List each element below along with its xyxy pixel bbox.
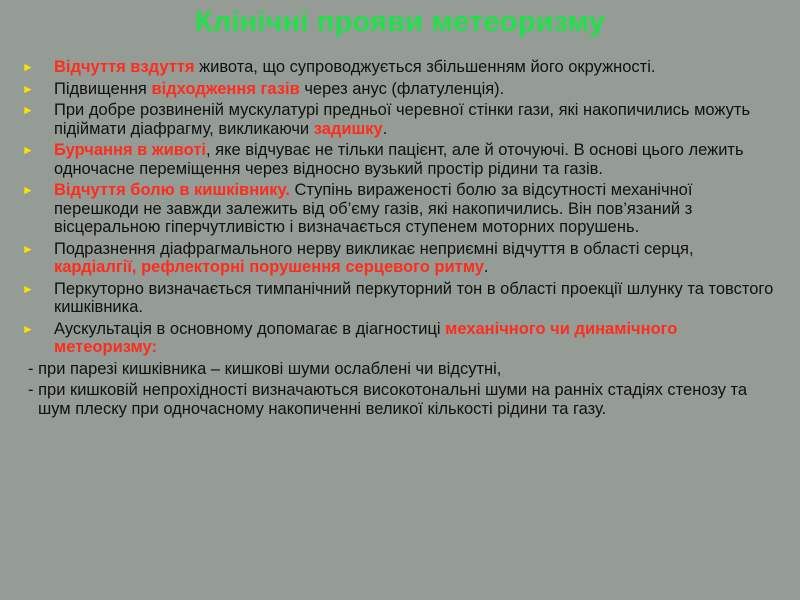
slide-title: Клінічні прояви метеоризму bbox=[194, 6, 606, 38]
highlighted-term: задишку bbox=[313, 119, 383, 138]
dash-text: - при парезі кишківника – кишкові шуми ослаблені чи відсутні, bbox=[28, 359, 502, 378]
bullet-item bbox=[18, 141, 778, 178]
bullet-arrow-icon: ► bbox=[22, 321, 34, 336]
bullet-text bbox=[54, 240, 778, 277]
bullet-item bbox=[18, 240, 778, 277]
bullet-arrow-icon: ► bbox=[22, 241, 34, 256]
bullet-text bbox=[54, 80, 778, 99]
highlighted-term: Відчуття вздуття bbox=[54, 58, 195, 76]
dash-item bbox=[18, 360, 778, 379]
bullet-item bbox=[18, 101, 778, 138]
highlighted-term: відходження газів bbox=[151, 79, 300, 98]
bullet-item bbox=[18, 320, 778, 357]
highlighted-term: кардіалгії, рефлекторні порушення серцевого ритму bbox=[54, 258, 484, 276]
text-segment: Аускультація в основному допомагає в діагностиці bbox=[54, 319, 446, 338]
dash-text: - при кишковій непрохідності визначаються високотональні шуми на ранніх стадіях стенозу та шум плеску при одночасному накопиченні великої кількості рідини та газу. bbox=[28, 381, 748, 418]
bullet-text bbox=[54, 181, 778, 237]
dash-item bbox=[18, 381, 778, 418]
text-segment: живота, що супроводжується збільшенням його окружності. bbox=[194, 58, 656, 76]
text-segment: Перкуторно визначається тимпанічний перкуторний тон в області проекції шлунку та товстого кишківника. bbox=[54, 279, 774, 316]
bullet-item bbox=[18, 80, 778, 99]
bullet-text bbox=[54, 58, 778, 77]
bullet-arrow-icon: ► bbox=[22, 60, 34, 74]
text-segment: . bbox=[382, 119, 388, 138]
text-segment: При добре розвиненій мускулатурі предньої черевної стінки гази, які накопичились можуть підіймати діафрагму, викликаючи bbox=[54, 101, 751, 138]
bullet-item bbox=[18, 181, 778, 237]
bullet-text bbox=[54, 141, 778, 178]
bullet-item bbox=[18, 280, 778, 317]
highlighted-term: Відчуття болю в кишківнику. bbox=[54, 181, 290, 199]
bullet-arrow-icon: ► bbox=[22, 81, 34, 96]
bullet-arrow-icon: ► bbox=[22, 183, 34, 197]
bullet-text bbox=[54, 280, 778, 317]
highlighted-term: механічного чи динамічного метеоризму: bbox=[54, 319, 678, 356]
bullet-arrow-icon: ► bbox=[22, 281, 34, 296]
bullet-item bbox=[18, 58, 778, 77]
bullet-text bbox=[54, 320, 778, 357]
text-segment: . bbox=[483, 258, 489, 276]
highlighted-term: Бурчання в животі bbox=[54, 141, 206, 159]
text-segment: через анус (флатуленція). bbox=[299, 79, 505, 98]
bullet-list bbox=[18, 58, 778, 421]
bullet-arrow-icon: ► bbox=[22, 103, 34, 117]
text-segment: , яке відчуває не тільки пацієнт, але й оточуючі. В основі цього лежить одночасне переміщення через відносно вузький простір рідини та газів. bbox=[54, 141, 744, 178]
bullet-arrow-icon: ► bbox=[22, 143, 34, 157]
text-segment: Ступінь вираженості болю за відсутності механічної перешкоди не завжди залежить від об’єму газів, які накопичились. Він пов’язаний з вісцеральною гіперчутливістю і визначається ступенем моторних порушень. bbox=[54, 181, 693, 236]
text-segment: Підвищення bbox=[54, 79, 152, 98]
bullet-text bbox=[54, 101, 778, 138]
text-segment: Подразнення діафрагмального нерву викликає неприємні відчуття в області серця, bbox=[54, 239, 694, 258]
